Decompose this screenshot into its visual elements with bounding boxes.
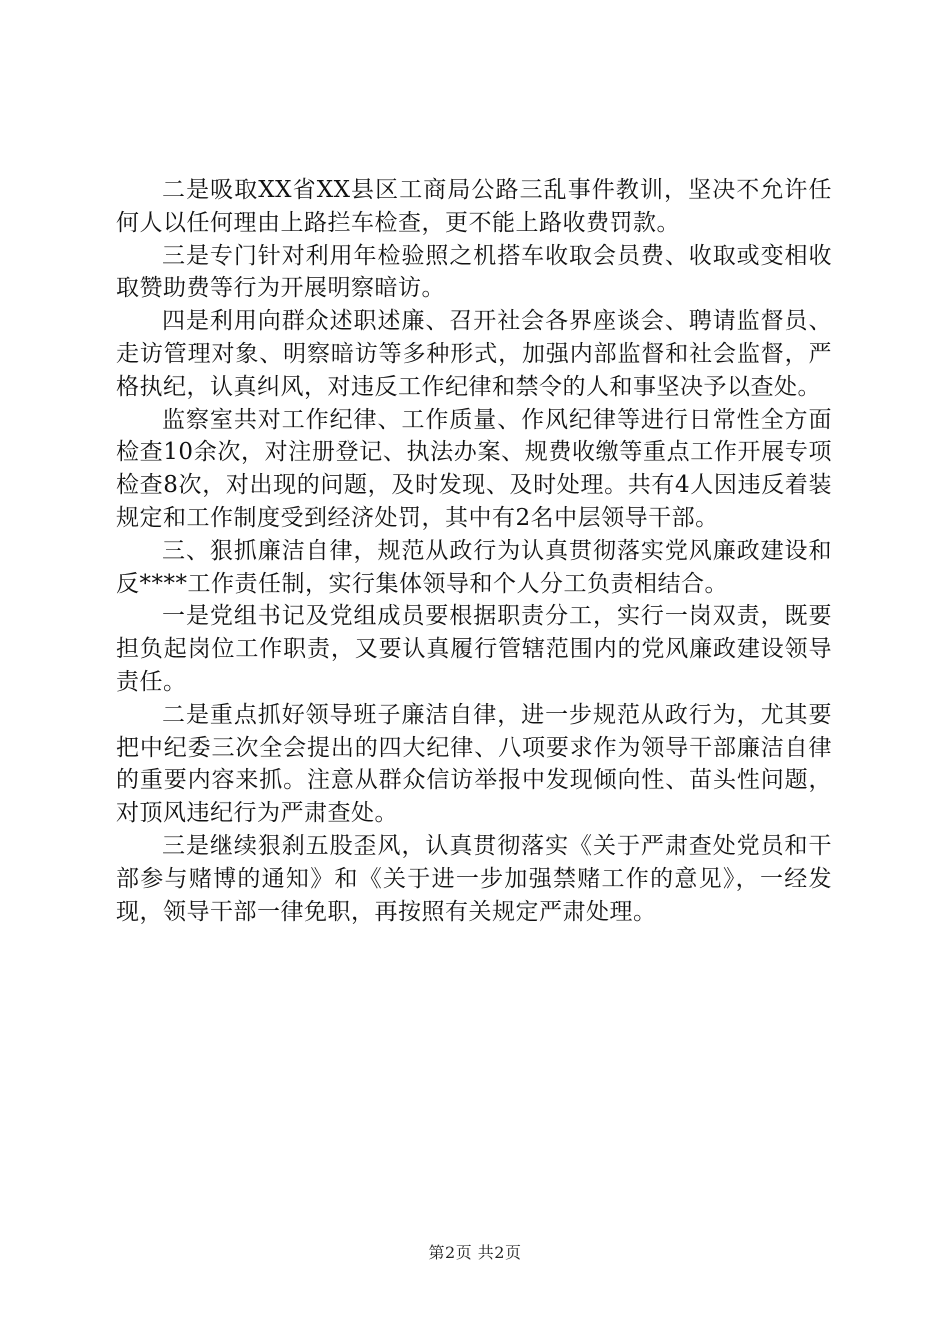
paragraph-5: 三、狠抓廉洁自律，规范从政行为认真贯彻落实党风廉政建设和反****工作责任制，实行集体领导和个人分工负责相结合。 xyxy=(116,537,832,597)
page-number-footer: 第2页 共2页 xyxy=(428,1243,522,1262)
paragraph-4: 监察室共对工作纪律、工作质量、作风纪律等进行日常性全方面检查10余次，对注册登记、执法办案、规费收缴等重点工作开展专项检查8次，对出现的问题，及时发现、及时处理。共有4人因违反着装规定和工作制度受到经济处罚，其中有2名中层领导干部。 xyxy=(116,406,832,531)
paragraph-3: 四是利用向群众述职述廉、召开社会各界座谈会、聘请监督员、走访管理对象、明察暗访等多种形式，加强内部监督和社会监督，严格执纪，认真纠风，对违反工作纪律和禁令的人和事坚决予以查处。 xyxy=(116,308,832,400)
paragraph-2: 三是专门针对利用年检验照之机搭车收取会员费、收取或变相收取赞助费等行为开展明察暗访。 xyxy=(116,242,832,302)
paragraph-8: 三是继续狠刹五股歪风，认真贯彻落实《关于严肃查处党员和干部参与赌博的通知》和《关于进一步加强禁赌工作的意见》，一经发现，领导干部一律免职，再按照有关规定严肃处理。 xyxy=(116,832,832,925)
document-body xyxy=(116,174,832,928)
paragraph-1: 二是吸取XX省XX县区工商局公路三乱事件教训，坚决不允许任何人以任何理由上路拦车检查，更不能上路收费罚款。 xyxy=(116,177,832,236)
paragraph-6: 一是党组书记及党组成员要根据职责分工，实行一岗双责，既要担负起岗位工作职责，又要认真履行管辖范围内的党风廉政建设领导责任。 xyxy=(116,603,832,695)
paragraph-7: 二是重点抓好领导班子廉洁自律，进一步规范从政行为，尤其要把中纪委三次全会提出的四大纪律、八项要求作为领导干部廉洁自律的重要内容来抓。注意从群众信访举报中发现倾向性、苗头性问题，对顶风违纪行为严肃查处。 xyxy=(116,701,832,827)
